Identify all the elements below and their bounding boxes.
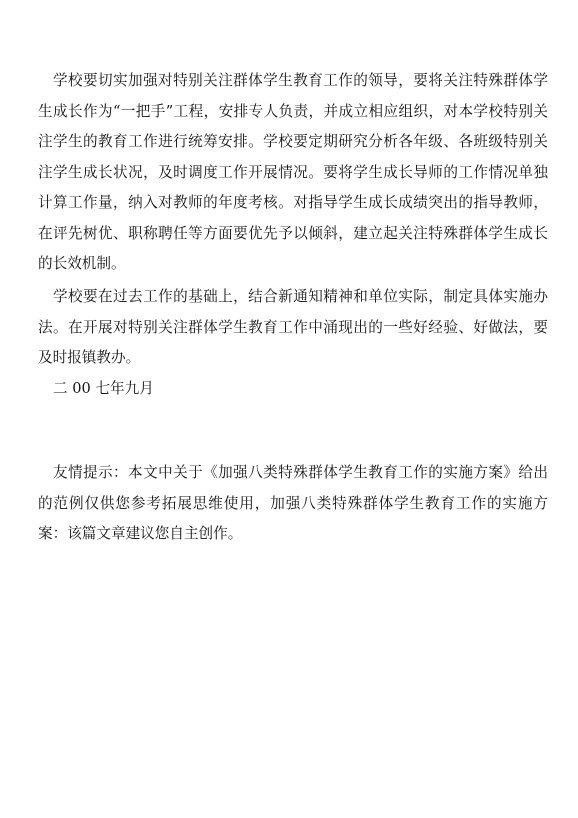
date-line: 二 00 七年九月 — [53, 380, 154, 397]
paragraph-leadership: 学校要切实加强对特别关注群体学生教育工作的领导，要将关注特殊群体学生成长作为“一把手”工程，安排专人负责，并成立相应组织，对本学校特别关注学生的教育工作进行统筹安排。学校要定期研究分析各年级、各班级特别关注学生成长状况，及时调度工作开展情况。要将学生成长导师的工作情况单独计算工作量，纳入对教师的年度考核。对指导学生成长成绩突出的指导教师，在评先树优、职称聘任等方面要优先予以倾斜，建立起关注特殊群体学生成长的长效机制。 — [38, 72, 548, 272]
paragraph-implementation: 学校要在过去工作的基础上，结合新通知精神和单位实际，制定具体实施办法。在开展对特别关注群体学生教育工作中涌现出的一些好经验、好做法，要及时报镇教办。 — [38, 288, 548, 366]
friendly-tip: 友情提示：本文中关于《加强八类特殊群体学生教育工作的实施方案》给出的范例仅供您参考拓展思维使用，加强八类特殊群体学生教育工作的实施方案：该篇文章建议您自主创作。 — [38, 464, 548, 542]
